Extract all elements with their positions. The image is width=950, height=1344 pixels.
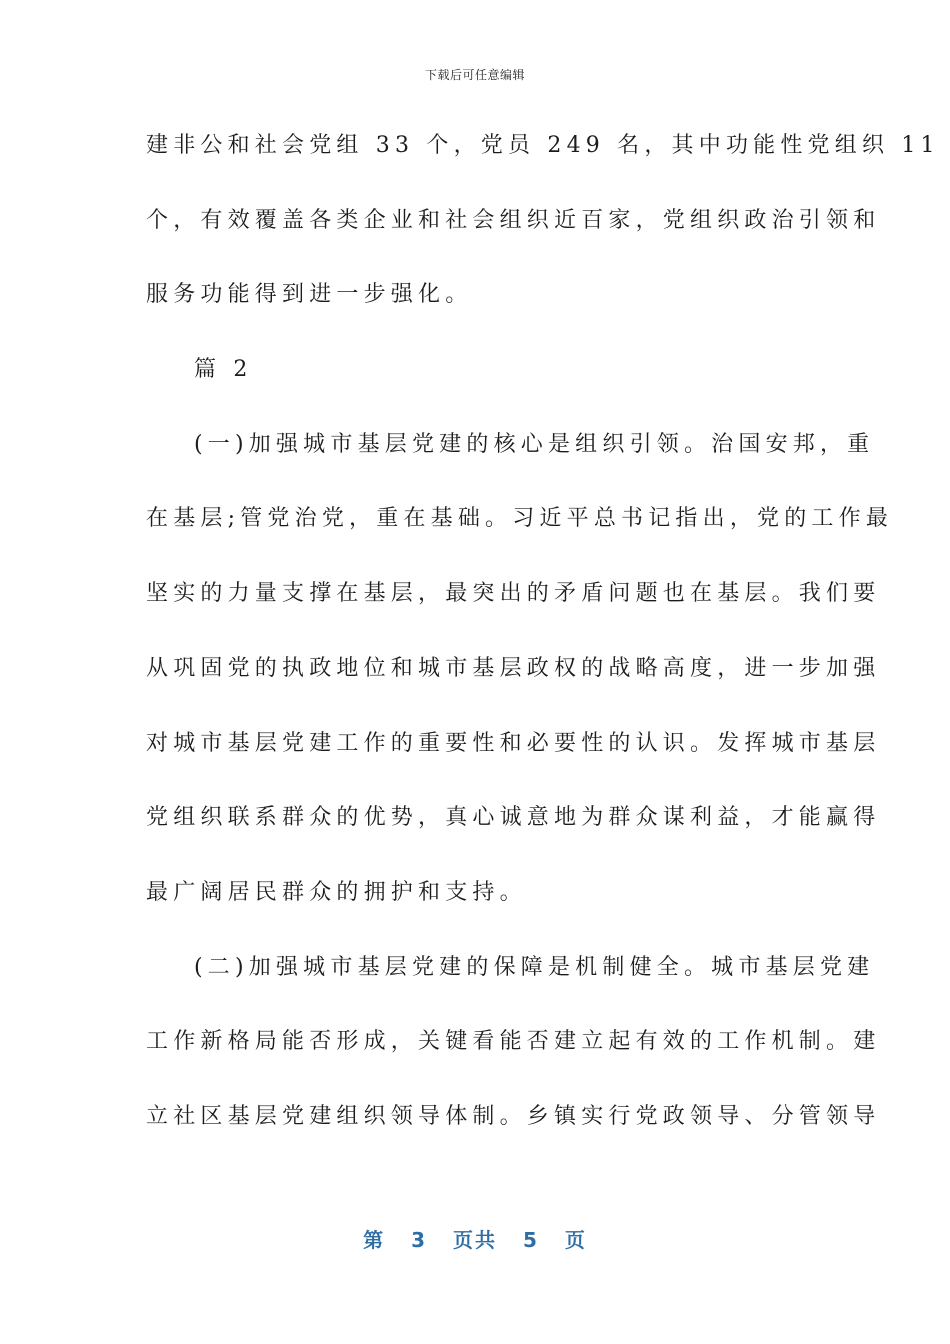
document-body — [146, 120, 940, 1166]
total-pages-number: 5 — [523, 1228, 539, 1252]
current-page-number: 3 — [411, 1228, 427, 1252]
footer-prefix: 第 — [363, 1228, 386, 1252]
paragraph-line: 从巩固党的执政地位和城市基层政权的战略高度，进一步加强 — [146, 655, 881, 681]
section-heading: 篇 2 — [194, 357, 253, 383]
paragraph-line: 建非公和社会党组 33 个，党员 249 名，其中功能性党组织 11 — [146, 133, 940, 158]
paragraph-line: 党组织联系群众的优势，真心诚意地为群众谋利益，才能赢得 — [146, 805, 881, 831]
paragraph-line: 在基层;管党治党，重在基础。习近平总书记指出，党的工作最 — [146, 506, 894, 532]
paragraph-line: 对城市基层党建工作的重要性和必要性的认识。发挥城市基层 — [146, 730, 881, 756]
paragraph-line: 个，有效覆盖各类企业和社会组织近百家，党组织政治引领和 — [146, 207, 881, 233]
footer-suffix: 页 — [564, 1228, 587, 1252]
paragraph-line: (一)加强城市基层党建的核心是组织引领。治国安邦，重 — [194, 431, 875, 457]
paragraph-line: 最广阔居民群众的拥护和支持。 — [146, 879, 527, 905]
paragraph-line: 服务功能得到进一步强化。 — [146, 282, 473, 308]
paragraph-line: (二)加强城市基层党建的保障是机制健全。城市基层党建 — [194, 954, 875, 980]
page-footer — [0, 1224, 950, 1253]
paragraph-line: 工作新格局能否形成，关键看能否建立起有效的工作机制。建 — [146, 1029, 881, 1055]
paragraph-line: 立社区基层党建组织领导体制。乡镇实行党政领导、分管领导 — [146, 1103, 881, 1129]
footer-middle: 页共 — [453, 1228, 497, 1252]
page-header: 下载后可任意编辑 — [424, 68, 525, 82]
paragraph-line: 坚实的力量支撑在基层，最突出的矛盾问题也在基层。我们要 — [146, 581, 881, 607]
